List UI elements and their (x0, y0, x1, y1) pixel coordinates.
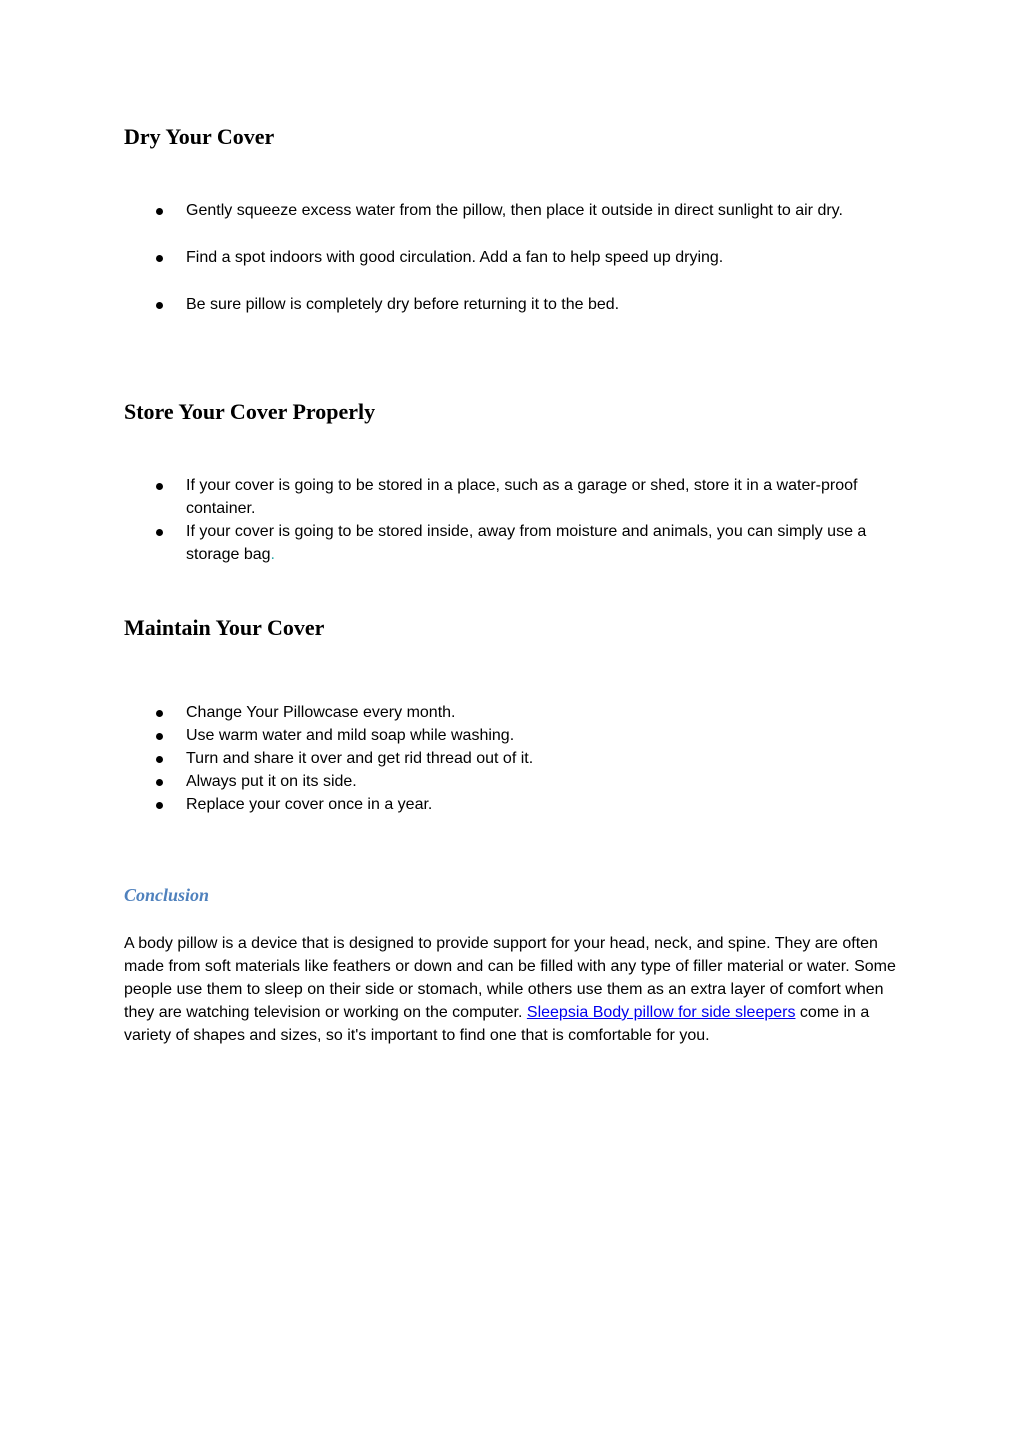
list-item (0, 770, 881, 793)
list-item (0, 199, 881, 222)
bullet-icon (156, 802, 163, 809)
list-item-trailing-period: . (270, 546, 275, 563)
bullet-icon (156, 255, 163, 262)
list-item (0, 520, 881, 566)
list-item-text: If your cover is going to be stored in a place, such as a garage or shed, store it in a water-proof container. (186, 477, 858, 517)
bullet-icon (156, 756, 163, 763)
list-item-text: Always put it on its side. (186, 773, 357, 790)
dry-cover-list (0, 199, 1023, 340)
list-item-text: Turn and share it over and get rid thread out of it. (186, 750, 534, 767)
list-item (0, 793, 881, 816)
list-item-text: Be sure pillow is completely dry before returning it to the bed. (186, 296, 620, 313)
heading-maintain-your-cover: Maintain Your Cover (124, 615, 325, 640)
list-item (0, 474, 881, 520)
list-item (0, 701, 881, 724)
heading-conclusion: Conclusion (124, 885, 210, 905)
list-item (0, 724, 881, 747)
list-item-text: If your cover is going to be stored inside, away from moisture and animals, you can simply use a storage bag (186, 523, 867, 563)
list-item-text: Gently squeeze excess water from the pillow, then place it outside in direct sunlight to air dry. (186, 202, 843, 219)
conclusion-text-before-link: A body pillow is a device that is designed to provide support for your head, neck, and spine. They are often made from soft materials like feathers or down and can be filled with any type of filler material or water. Some people use them to sleep on their side or stomach, while others use them as an extra layer of comfort when they are watching television or working on the computer. (124, 935, 896, 1021)
list-item (0, 246, 881, 269)
bullet-icon (156, 483, 163, 490)
list-item-text: Find a spot indoors with good circulation. Add a fan to help speed up drying. (186, 249, 724, 266)
conclusion-paragraph (124, 932, 902, 1047)
bullet-icon (156, 779, 163, 786)
bullet-icon (156, 529, 163, 536)
heading-dry-your-cover: Dry Your Cover (124, 124, 275, 149)
bullet-icon (156, 710, 163, 717)
bullet-icon (156, 733, 163, 740)
sleepsia-body-pillow-link[interactable]: Sleepsia Body pillow for side sleepers (526, 1004, 796, 1021)
list-item-text: Replace your cover once in a year. (186, 796, 433, 813)
list-item (0, 293, 881, 316)
list-item (0, 747, 881, 770)
list-item-text: Change Your Pillowcase every month. (186, 704, 456, 721)
list-item-text: Use warm water and mild soap while washing. (186, 727, 515, 744)
maintain-cover-list (0, 701, 1023, 816)
store-cover-list (0, 474, 1023, 566)
bullet-icon (156, 302, 163, 309)
bullet-icon (156, 208, 163, 215)
heading-store-your-cover: Store Your Cover Properly (124, 399, 376, 424)
conclusion-text-after-link: come in a variety of shapes and sizes, so it's important to find one that is comfortable for you. (124, 1004, 870, 1044)
